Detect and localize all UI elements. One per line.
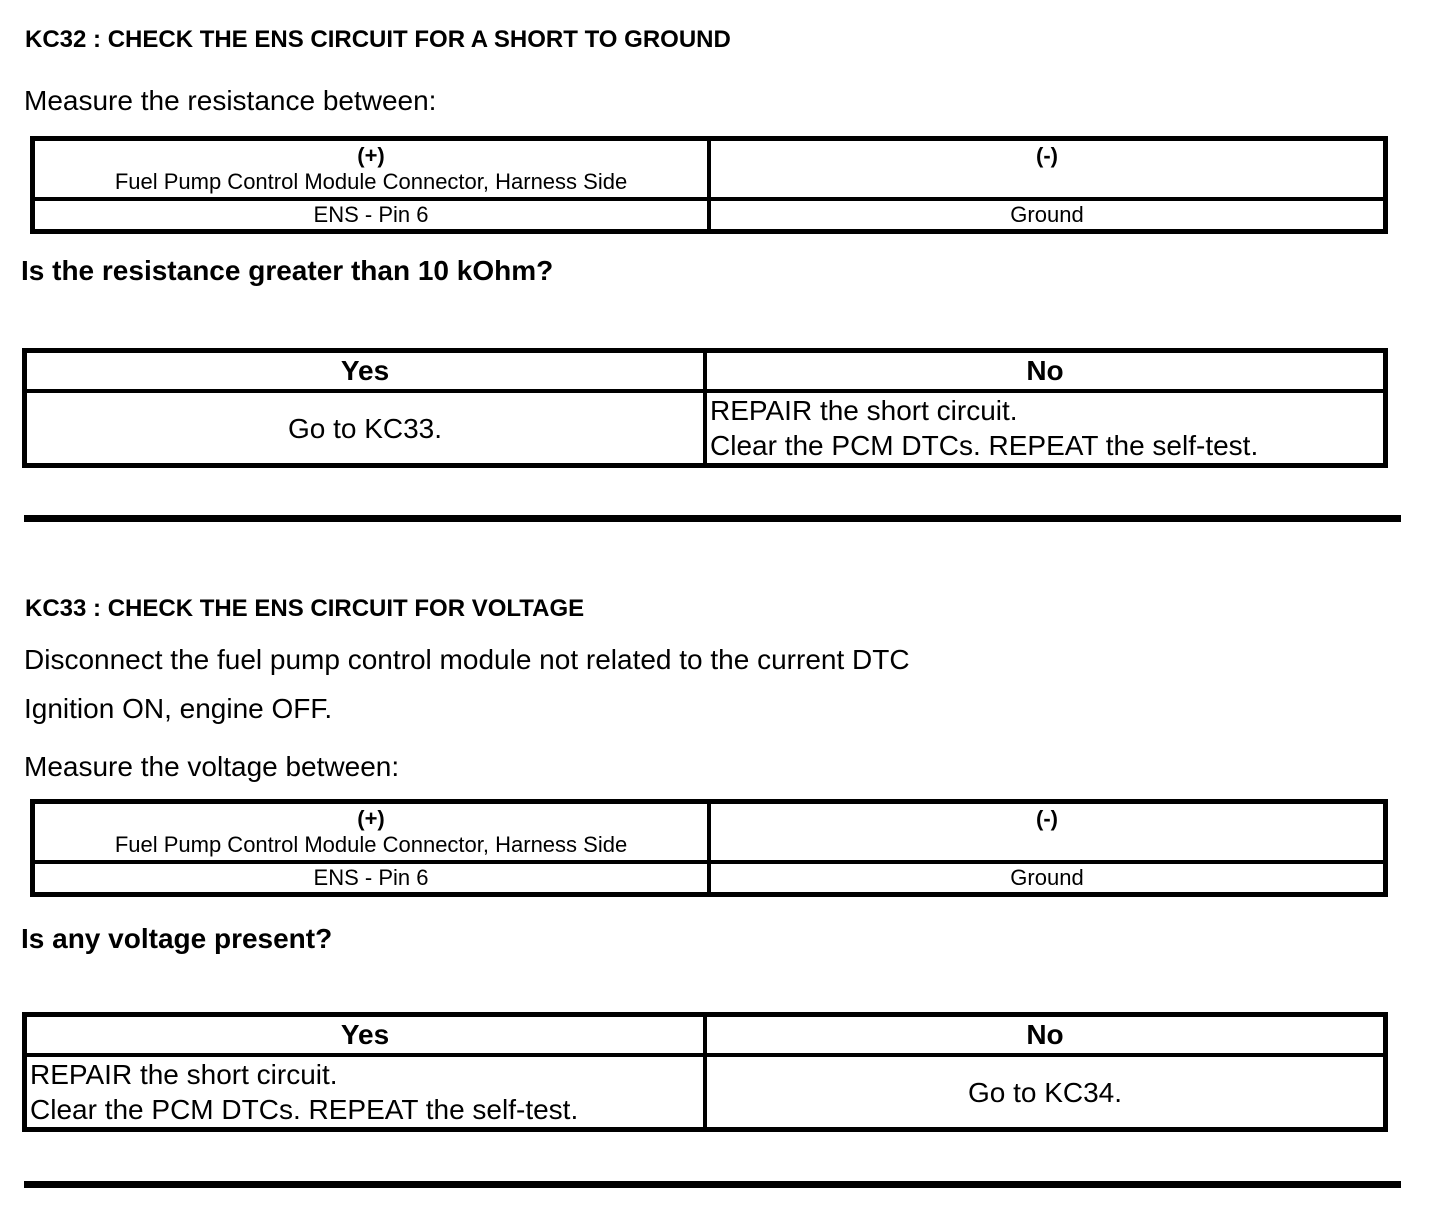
section-kc33-instruction-2: Ignition ON, engine OFF. [24, 693, 333, 724]
kc33-minus-header-cell [709, 802, 1386, 863]
kc33-no-action-cell [705, 1055, 1386, 1130]
section-kc32-title: KC32 : CHECK THE ENS CIRCUIT FOR A SHORT TO GROUND [25, 26, 731, 53]
kc32-no-action-line-2: Clear the PCM DTCs. REPEAT the self-test. [710, 430, 1259, 461]
kc32-question: Is the resistance greater than 10 kOhm? [21, 255, 554, 286]
kc33-decision-value-row [25, 1055, 1386, 1130]
kc32-decision-value-row [25, 391, 1386, 466]
kc33-measurement-header-row [33, 802, 1386, 863]
kc32-yes-header: Yes [25, 351, 706, 392]
kc33-yes-header: Yes [25, 1015, 706, 1056]
kc32-minus-header-cell [709, 139, 1386, 200]
minus-sign-label: (-) [1036, 143, 1058, 168]
kc33-plus-value-cell: ENS - Pin 6 [33, 862, 710, 895]
kc33-measurement-table [30, 799, 1388, 897]
plus-sign-label: (+) [357, 806, 385, 831]
plus-sign-label: (+) [357, 143, 385, 168]
section-kc33-title: KC33 : CHECK THE ENS CIRCUIT FOR VOLTAGE [25, 595, 585, 622]
kc32-no-action-line-1: REPAIR the short circuit. [710, 395, 1018, 426]
kc32-yes-action-line: Go to KC33. [287, 412, 443, 444]
kc32-minus-value-cell: Ground [709, 199, 1386, 232]
kc32-no-action-cell [705, 391, 1386, 466]
kc32-yes-action-cell [25, 391, 706, 466]
kc32-decision-table [22, 348, 1388, 468]
kc33-question: Is any voltage present? [21, 923, 333, 954]
kc33-yes-action-cell [25, 1055, 706, 1130]
kc32-plus-value-cell: ENS - Pin 6 [33, 199, 710, 232]
kc32-measurement-table [30, 136, 1388, 234]
kc32-no-header: No [705, 351, 1386, 392]
kc33-no-action-line: Go to KC34. [967, 1076, 1123, 1108]
section-kc33-instruction-3: Measure the voltage between: [24, 751, 400, 782]
minus-sign-label: (-) [1036, 806, 1058, 831]
kc33-decision-header-row [25, 1015, 1386, 1056]
plus-connector-label: Fuel Pump Control Module Connector, Harness Side [114, 169, 628, 194]
kc33-yes-action-line-2: Clear the PCM DTCs. REPEAT the self-test. [30, 1094, 579, 1125]
plus-connector-label: Fuel Pump Control Module Connector, Harness Side [114, 832, 628, 857]
kc33-yes-action-line-1: REPAIR the short circuit. [30, 1059, 338, 1090]
section-divider [24, 515, 1401, 522]
section-kc32-instruction: Measure the resistance between: [24, 85, 437, 116]
kc33-no-header: No [705, 1015, 1386, 1056]
section-divider [24, 1181, 1401, 1188]
kc32-decision-header-row [25, 351, 1386, 392]
kc33-plus-header-cell [33, 802, 710, 863]
kc32-plus-header-cell [33, 139, 710, 200]
kc32-measurement-value-row [33, 199, 1386, 232]
kc32-measurement-header-row [33, 139, 1386, 200]
kc33-measurement-value-row [33, 862, 1386, 895]
kc33-decision-table [22, 1012, 1388, 1132]
section-kc33-instruction-1: Disconnect the fuel pump control module not related to the current DTC [24, 644, 910, 675]
kc33-minus-value-cell: Ground [709, 862, 1386, 895]
